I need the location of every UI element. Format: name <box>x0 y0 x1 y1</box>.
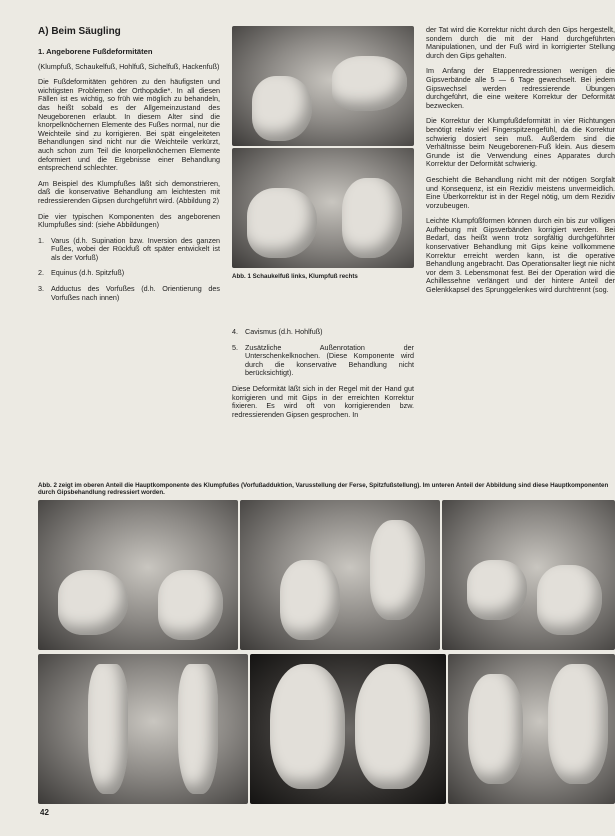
list-number: 5. <box>232 342 238 352</box>
list-number: 4. <box>232 327 238 336</box>
list-item <box>232 344 414 378</box>
component-list-continued <box>232 328 414 378</box>
figure-2-photo-top-left <box>38 500 238 650</box>
figure-2-photo-top-right <box>442 500 615 650</box>
list-item <box>38 285 220 302</box>
page-number: 42 <box>40 808 49 817</box>
column-right <box>426 26 615 302</box>
paragraph: Geschieht die Behandlung nicht mit der nötigen Sorgfalt und Konsequenz, ist ein Rezidiv meistens unvermeidlich. Eine Überkorrektur ist in der Regel nötig, um dem Rezidiv vorzubeugen. <box>426 174 615 210</box>
subsection-intro: (Klumpfuß, Schaukelfuß, Hohlfuß, Sichelfuß, Hackenfuß) <box>38 61 220 71</box>
subsection-title: 1. Angeborene Fußdeformitäten <box>38 47 153 56</box>
figure-1-photo-bottom <box>232 148 414 268</box>
paragraph: Im Anfang der Etappenredressionen wenigen die Gipsverbände alle 5 — 6 Tage gewechselt. Bei jedem Gipswechsel werden redressierende Übungen durchgeführt, die eine weitere Korrektur der Deformität bezwecken. <box>426 66 615 110</box>
list-item <box>38 269 220 278</box>
paragraph: Diese Deformität läßt sich in der Regel mit der Hand gut korrigieren und mit Gips in der erreichten Korrektur fixieren. Es wird oft von korrigierenden bzw. redressierenden Gipsen gesprochen. In <box>232 383 414 419</box>
paragraph: Die vier typischen Komponenten des angeborenen Klumpfußes sind: (siehe Abbildungen) <box>38 211 220 230</box>
list-text: Varus (d.h. Supination bzw. Inversion des ganzen Fußes, wobei der Rückfuß oft später entwickelt ist als der Vorfuß) <box>51 235 220 262</box>
paragraph: Am Beispiel des Klumpfußes läßt sich demonstrieren, daß die konservative Behandlung am leichtesten mit redressierenden Gipsen durchgeführt wird. (Abbildung 2) <box>38 178 220 205</box>
caption-label: Abb. 1 <box>232 273 251 280</box>
figure-1-caption <box>232 273 414 280</box>
caption-text: Schaukelfuß links, Klumpfuß rechts <box>252 273 358 280</box>
section-title: A) Beim Säugling <box>38 26 121 37</box>
column-middle <box>232 328 414 426</box>
paragraph: Die Fußdeformitäten gehören zu den häufigsten und wichtigsten Problemen der Orthopädie*. In all diesen Fällen ist es wichtig, so früh wie möglich zu behandeln, das heißt sobald es der Allgemeinzustand des Neugeborenen erlaubt. In diesem Alter sind die knorpelknöchernen Elemente des Fußes normal, nur die Weichteile sind zu korrigieren. Bei spät eingeleiteten Behandlungen sind nicht nur die Weichteile verkürzt, auch schon zum Teil die knorpelknöchernen Elemente deformiert und die Ergebnisse einer Behandlung entsprechend schlechter. <box>38 77 220 173</box>
caption-label: Abb. 2 <box>38 482 57 489</box>
list-item <box>38 237 220 263</box>
list-text: Adductus des Vorfußes (d.h. Orientierung des Vorfußes nach innen) <box>51 284 220 302</box>
list-number: 1. <box>38 235 44 245</box>
figure-2-caption <box>38 482 615 497</box>
figure-2-photo-bottom-left <box>38 654 248 804</box>
figure-2-photo-bottom-right <box>448 654 615 804</box>
figure-2-photo-top-middle <box>240 500 440 650</box>
list-text: Equinus (d.h. Spitzfuß) <box>51 268 125 278</box>
caption-text: zeigt im oberen Anteil die Hauptkomponente des Klumpfußes (Vorfußadduktion, Varusstellung der Ferse, Spitzfußstellung). Im unteren Anteil der Abbildung sind diese Hauptkomponenten durch Gipsbehandlung redressiert worden. <box>38 482 609 497</box>
paragraph: der Tat wird die Korrektur nicht durch den Gips hergestellt, sondern durch die mit der Hand durchgeführten Manipulationen, und der Fuß wird in korrigierter Stellung durch den Gips gehalten. <box>426 25 615 60</box>
component-list <box>38 237 220 303</box>
list-number: 3. <box>38 284 44 294</box>
paragraph: Leichte Klumpfüßformen können durch ein bis zur völligen Aufhebung mit Gipsverbänden korrigiert werden. Bei Bedarf, das heißt wenn trotz sorgfältig durchgeführter konservativer Behandlung mit Gips keine vollkommene Korrektur erreicht werden kann, ist die operative Behandlung angebracht. Das Operationsalter liegt nie nicht vor dem 3. Lebensmonat fest. Bei der Operation wird die Achillessehne verlängert und der hintere Anteil der Gelenkkapsel des Sprunggelenkes wird durchtrennt (sog. <box>426 216 615 295</box>
list-item <box>232 328 414 337</box>
list-text: Zusätzliche Außenrotation der Unterschenkelknochen. (Diese Komponente wird durch die konservative Behandlung nicht berücksichtigt). <box>245 342 414 378</box>
column-left <box>38 26 220 309</box>
figure-2-photo-bottom-middle <box>250 654 446 804</box>
paragraph: Die Korrektur der Klumpfußdeformität in vier Richtungen benötigt relativ viel Fingerspitzengefühl, da die Korrektur schwierig dosiert sein muß. Außerdem sind die Verhältnisse beim Neugeborenen-Fuß klein. Aus diesem Grunde ist die Verwendung eines Apparates durch Korrektur der Deformität schwierig. <box>426 116 615 169</box>
list-number: 2. <box>38 268 44 278</box>
figure-1-photo-top <box>232 26 414 146</box>
list-text: Cavismus (d.h. Hohlfuß) <box>245 327 323 336</box>
